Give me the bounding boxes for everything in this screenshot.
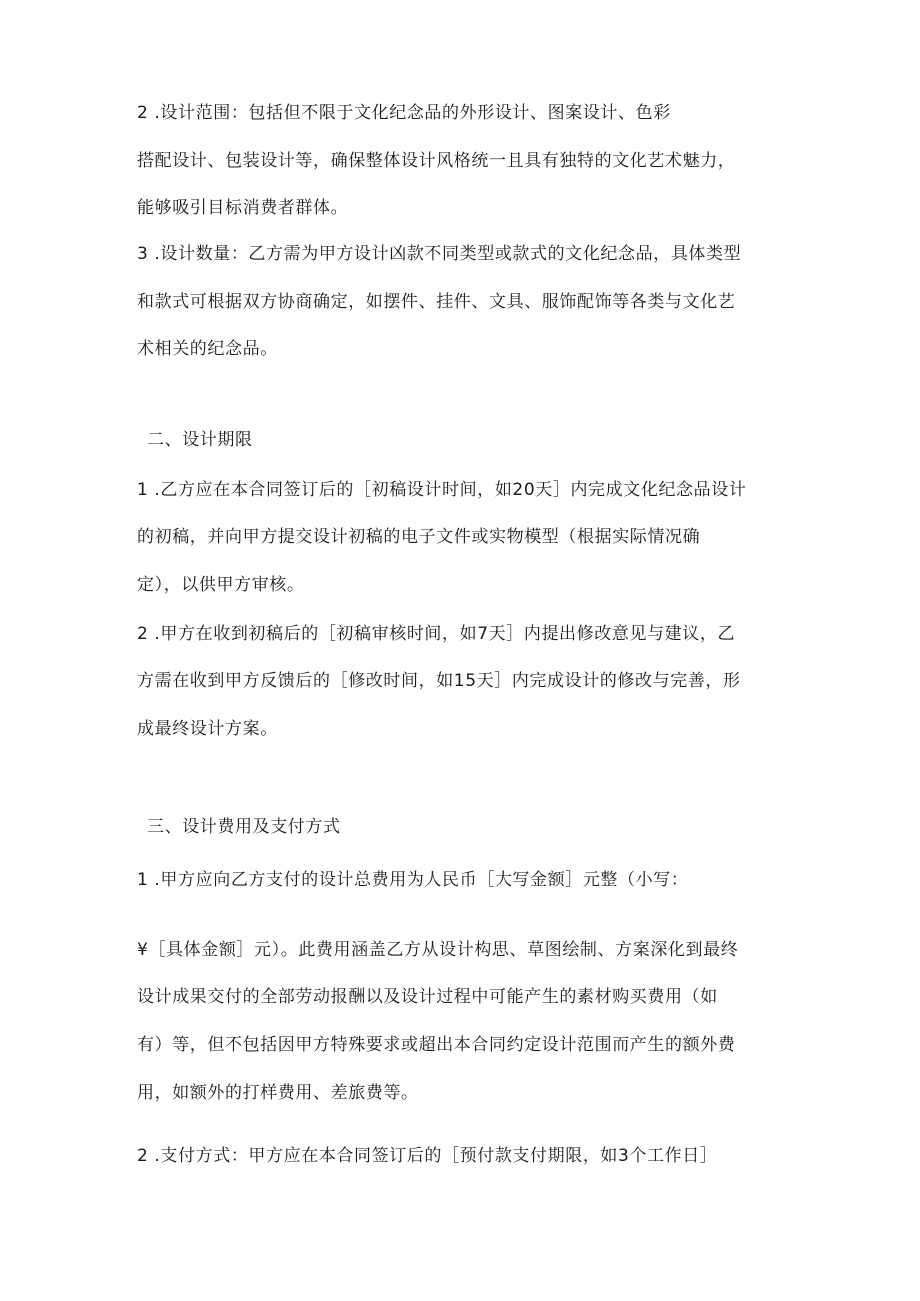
- paragraph-line-fees-1-2: ¥［具体金额］元）。此费用涵盖乙方从设计构思、草图绘制、方案深化到最终: [137, 940, 739, 960]
- paragraph-line-quantity-2: 和款式可根据双方协商确定，如摆件、挂件、文具、服饰配饰等各类与文化艺: [137, 292, 736, 312]
- paragraph-line-period-1-3: 定），以供甲方审核。: [137, 575, 305, 595]
- paragraph-line-fees-1-1: 1 .甲方应向乙方支付的设计总费用为人民币［大写金额］元整（小写：: [137, 870, 689, 890]
- paragraph-line-scope-3: 能够吸引目标消费者群体。: [137, 198, 349, 218]
- paragraph-line-period-1-1: 1 .乙方应在本合同签订后的［初稿设计时间，如20天］内完成文化纪念品设计: [137, 480, 747, 500]
- paragraph-line-fees-1-4: 有）等，但不包括因甲方特殊要求或超出本合同约定设计范围而产生的额外费: [137, 1035, 736, 1055]
- paragraph-line-quantity-1: 3 .设计数量：乙方需为甲方设计凶款不同类型或款式的文化纪念品，具体类型: [137, 244, 742, 264]
- section-heading-fees-payment: 三、设计费用及支付方式: [147, 817, 341, 837]
- paragraph-line-fees-1-3: 设计成果交付的全部劳动报酬以及设计过程中可能产生的素材购买费用（如: [137, 987, 718, 1007]
- paragraph-line-period-2-1: 2 .甲方在收到初稿后的［初稿审核时间，如7天］内提出修改意见与建议，乙: [137, 624, 736, 644]
- paragraph-line-scope-2: 搭配设计、包装设计等，确保整体设计风格统一且具有独特的文化艺术魅力，: [137, 151, 736, 171]
- paragraph-line-fees-1-5: 用，如额外的打样费用、差旅费等。: [137, 1083, 419, 1103]
- paragraph-line-scope-1: 2 .设计范围：包括但不限于文化纪念品的外形设计、图案设计、色彩: [137, 103, 671, 123]
- paragraph-line-period-2-2: 方需在收到甲方反馈后的［修改时间，如15天］内完成设计的修改与完善，形: [137, 671, 741, 691]
- paragraph-line-period-1-2: 的初稿，并向甲方提交设计初稿的电子文件或实物模型（根据实际情况确: [137, 527, 701, 547]
- paragraph-line-payment-1: 2 .支付方式：甲方应在本合同签订后的［预付款支付期限，如3个工作日］: [137, 1146, 718, 1166]
- section-heading-design-period: 二、设计期限: [147, 430, 253, 450]
- paragraph-line-period-2-3: 成最终设计方案。: [137, 719, 278, 739]
- paragraph-line-quantity-3: 术相关的纪念品。: [137, 339, 278, 359]
